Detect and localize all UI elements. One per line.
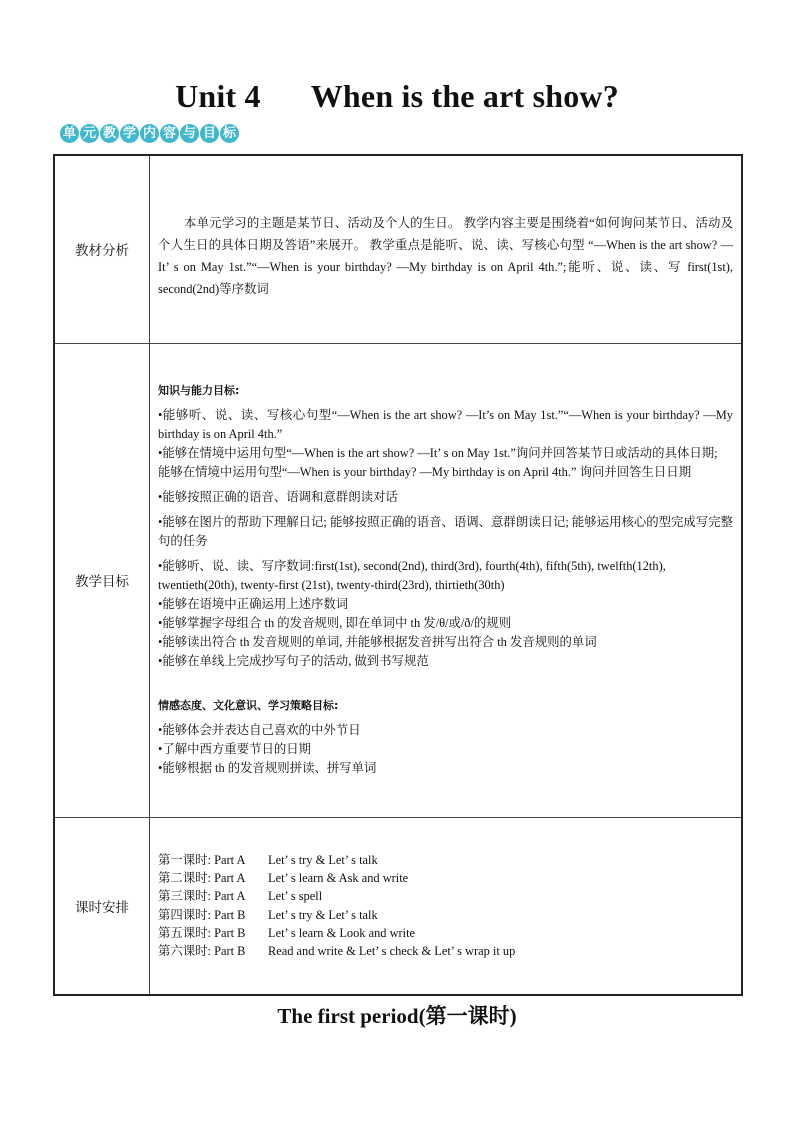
unit-number: Unit 4	[175, 78, 261, 114]
period-label: 第三课时: Part A	[158, 889, 246, 904]
goal-item: •能够在语境中正确运用上述序数词	[158, 597, 349, 611]
unit-name: When is the art show?	[310, 78, 619, 114]
knowledge-goals-heading: 知识与能力目标:	[158, 384, 240, 397]
banner-char: 与	[180, 124, 199, 143]
row-label-analysis: 教材分析	[54, 155, 150, 343]
goal-item: •能够在单线上完成抄写句子的活动, 做到书写规范	[158, 654, 429, 668]
goal-item: •能够在图片的帮助下理解日记; 能够按照正确的语音、语调、意群朗读日记; 能够运用核心的型完成写完整句的任务	[158, 515, 733, 548]
period-content: Let’ s spell	[268, 889, 323, 904]
goal-item: •能够体会并表达自己喜欢的中外节日	[158, 723, 361, 737]
goal-item: •能够听、说、读、写核心句型“—When is the art show? —It’s on May 1st.”“—When is your birthday? —My birthday is on April 4th.”	[158, 408, 733, 441]
table-row-goals	[54, 343, 742, 817]
analysis-content	[150, 155, 743, 343]
banner-char: 教	[100, 124, 119, 143]
goal-item: •了解中西方重要节日的日期	[158, 742, 312, 756]
period-content: Read and write & Let’ s check & Let’ s wrap it up	[268, 944, 516, 959]
schedule-item	[158, 906, 733, 924]
row-label-goals: 教学目标	[54, 343, 150, 817]
goal-item: •能够在情境中运用句型“—When is the art show? —It’ s on May 1st.”询问并回答某节日或活动的具体日期; 能够在情境中运用句型“—When is your birthday? —My birthday is on April 4th.” 询问并回答生日日期	[158, 446, 718, 479]
goals-content	[150, 343, 743, 817]
table-row-analysis	[54, 155, 742, 343]
schedule-item	[158, 851, 733, 869]
unit-plan-table	[53, 154, 743, 996]
section-banner	[60, 124, 239, 143]
period-label: 第六课时: Part B	[158, 944, 246, 959]
schedule-item	[158, 869, 733, 887]
schedule-item	[158, 942, 733, 960]
banner-char: 容	[160, 124, 179, 143]
banner-char: 目	[200, 124, 219, 143]
goal-item: •能够按照正确的语音、语调和意群朗读对话	[158, 490, 398, 504]
banner-char: 标	[220, 124, 239, 143]
banner-char: 单	[60, 124, 79, 143]
goal-item: •能够听、说、读、写序数词:first(1st), second(2nd), third(3rd), fourth(4th), fifth(5th), twelfth(12th), twentieth(20th), twenty-first (21st), twenty-third(23rd), thirtieth(30th)	[158, 559, 666, 592]
page-title	[0, 78, 794, 115]
period-label: 第一课时: Part A	[158, 852, 246, 867]
period-label: 第二课时: Part A	[158, 871, 246, 886]
table-row-schedule	[54, 817, 742, 995]
analysis-text: 本单元学习的主题是某节日、活动及个人的生日。 教学内容主要是围绕着“如何询问某节日、活动及个人生日的具体日期及答语”来展开。 教学重点是能听、说、读、写核心句型 “—When is the art show? —It’ s on May 1st.”“—When is your birthday? —My birthday is on April 4th.”;能听、说、读、写 first(1st), second(2nd)等序数词	[158, 216, 733, 297]
goal-item: •能够掌握字母组合 th 的发音规则, 即在单词中 th 发/θ/或/ð/的规则	[158, 616, 512, 630]
banner-char: 学	[120, 124, 139, 143]
row-label-schedule: 课时安排	[54, 817, 150, 995]
period-label: 第四课时: Part B	[158, 907, 246, 922]
goal-item: •能够读出符合 th 发音规则的单词, 并能够根据发音拼写出符合 th 发音规则的单词	[158, 635, 597, 649]
period-content: Let’ s try & Let’ s talk	[268, 852, 378, 867]
period-content: Let’ s try & Let’ s talk	[268, 907, 378, 922]
attitude-goals-heading: 情感态度、文化意识、学习策略目标:	[158, 699, 339, 712]
period-content: Let’ s learn & Ask and write	[268, 871, 409, 886]
period-content: Let’ s learn & Look and write	[268, 926, 416, 941]
schedule-item	[158, 924, 733, 942]
footer-heading: The first period(第一课时)	[277, 1004, 517, 1028]
banner-char: 元	[80, 124, 99, 143]
schedule-item	[158, 887, 733, 905]
goal-item: •能够根据 th 的发音规则拼读、拼写单词	[158, 761, 377, 775]
banner-char: 内	[140, 124, 159, 143]
period-label: 第五课时: Part B	[158, 926, 246, 941]
schedule-content	[150, 817, 743, 995]
